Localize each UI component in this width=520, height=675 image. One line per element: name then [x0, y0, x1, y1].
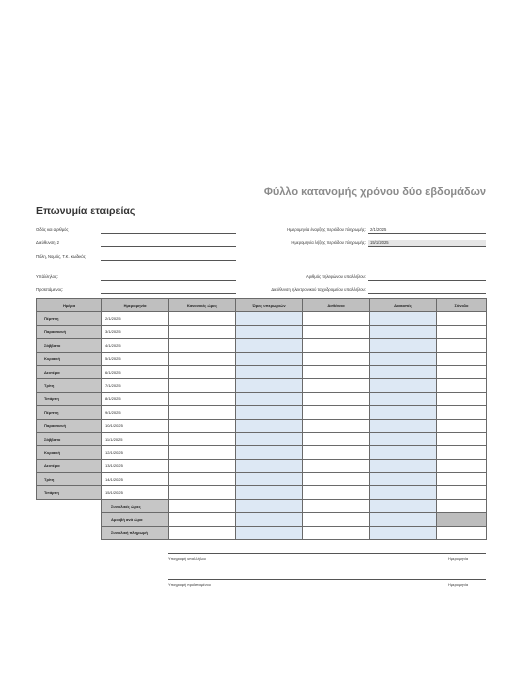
regular-hours-cell[interactable] — [169, 419, 236, 432]
employee-phone-label: Αριθμός τηλεφώνου υπαλλήλου: — [305, 274, 366, 279]
vacation-cell[interactable] — [370, 312, 437, 325]
supervisor-signature-label: Υπογραφή προϊσταμένου — [168, 583, 211, 587]
date-cell: 7/1/2025 — [102, 379, 169, 392]
total-cell — [437, 446, 487, 459]
day-cell: Παρασκευή — [37, 325, 102, 338]
summary-spacer — [37, 499, 102, 512]
company-name: Επωνυμία εταιρείας — [36, 205, 136, 217]
overtime-cell[interactable] — [236, 406, 303, 419]
sick-cell[interactable] — [303, 312, 370, 325]
regular-hours-cell[interactable] — [169, 312, 236, 325]
period-start-value: 2/1/2025 — [370, 227, 387, 232]
day-cell: Κυριακή — [37, 446, 102, 459]
table-row — [37, 419, 487, 432]
total-cell — [437, 379, 487, 392]
overtime-cell[interactable] — [236, 379, 303, 392]
day-cell: Πέμπτη — [37, 312, 102, 325]
table-row — [37, 486, 487, 499]
city-label: Πόλη, Νομός, Τ.Κ. κωδικός — [36, 254, 86, 259]
vacation-cell[interactable] — [370, 446, 437, 459]
sick-cell[interactable] — [303, 365, 370, 378]
pay-vacation-cell — [370, 526, 437, 539]
grand-total-hours-cell — [437, 499, 487, 512]
rate-vacation-cell[interactable] — [370, 513, 437, 526]
address-line-1-underline — [101, 233, 236, 234]
period-end-field[interactable] — [240, 237, 486, 247]
address-line-1-label: Οδός και αριθμός — [36, 227, 69, 232]
table-row — [37, 473, 487, 486]
sick-cell[interactable] — [303, 446, 370, 459]
vacation-cell[interactable] — [370, 325, 437, 338]
table-row — [37, 406, 487, 419]
vacation-cell[interactable] — [370, 379, 437, 392]
date-cell: 11/1/2025 — [102, 432, 169, 445]
total-cell — [437, 459, 487, 472]
employee-email-underline — [368, 293, 486, 294]
vacation-cell[interactable] — [370, 365, 437, 378]
day-cell: Τρίτη — [37, 473, 102, 486]
table-row — [37, 339, 487, 352]
table-row — [37, 325, 487, 338]
table-row — [37, 365, 487, 378]
employee-phone-underline — [368, 280, 486, 281]
period-end-label: Ημερομηνία λήξης περιόδου πληρωμής: — [291, 240, 366, 245]
sick-cell[interactable] — [303, 339, 370, 352]
overtime-cell[interactable] — [236, 473, 303, 486]
total-cell — [437, 486, 487, 499]
day-cell: Τρίτη — [37, 379, 102, 392]
overtime-cell[interactable] — [236, 312, 303, 325]
summary-label: Συνολικές ώρες — [102, 499, 169, 512]
regular-hours-cell[interactable] — [169, 473, 236, 486]
employee-email-label: Διεύθυνση ηλεκτρονικού ταχυδρομείου υπαλλήλου: — [271, 287, 366, 292]
pay-sick-cell — [303, 526, 370, 539]
table-row — [37, 446, 487, 459]
total-cell — [437, 473, 487, 486]
employee-label: Υπάλληλος: — [36, 274, 59, 279]
date-cell: 3/1/2025 — [102, 325, 169, 338]
regular-hours-cell[interactable] — [169, 325, 236, 338]
vacation-cell[interactable] — [370, 432, 437, 445]
day-cell: Κυριακή — [37, 352, 102, 365]
overtime-cell[interactable] — [236, 459, 303, 472]
supervisor-signature-date-label: Ημερομηνία — [448, 583, 469, 587]
date-cell: 12/1/2025 — [102, 446, 169, 459]
rate-regular-cell[interactable] — [169, 513, 236, 526]
period-end-value: 15/1/2025 — [370, 240, 389, 245]
employee-underline — [101, 280, 236, 281]
regular-hours-cell[interactable] — [169, 365, 236, 378]
table-row — [37, 352, 487, 365]
header-vacation: Διακοπές — [370, 299, 437, 312]
rate-sick-cell[interactable] — [303, 513, 370, 526]
regular-hours-cell[interactable] — [169, 392, 236, 405]
table-row — [37, 459, 487, 472]
table-row — [37, 432, 487, 445]
date-cell: 9/1/2025 — [102, 406, 169, 419]
header-day: Ημέρα — [37, 299, 102, 312]
total-overtime-cell — [236, 499, 303, 512]
summary-row-hourly-rate — [37, 513, 487, 526]
total-cell — [437, 365, 487, 378]
total-cell — [437, 432, 487, 445]
day-cell: Δευτέρα — [37, 365, 102, 378]
total-vacation-cell — [370, 499, 437, 512]
pay-total-cell — [437, 526, 487, 539]
supervisor-signature-line — [168, 579, 486, 580]
summary-row-total-hours — [37, 499, 487, 512]
employee-phone-field[interactable] — [240, 271, 486, 281]
day-cell: Δευτέρα — [37, 459, 102, 472]
employee-field[interactable] — [36, 271, 236, 281]
regular-hours-cell[interactable] — [169, 459, 236, 472]
regular-hours-cell[interactable] — [169, 486, 236, 499]
sick-cell[interactable] — [303, 325, 370, 338]
total-cell — [437, 352, 487, 365]
header-date: Ημερομηνία — [102, 299, 169, 312]
vacation-cell[interactable] — [370, 459, 437, 472]
sick-cell[interactable] — [303, 419, 370, 432]
total-regular-hours-cell — [169, 499, 236, 512]
total-cell — [437, 325, 487, 338]
address-line-1-field[interactable] — [36, 224, 236, 234]
overtime-cell[interactable] — [236, 352, 303, 365]
date-cell: 14/1/2025 — [102, 473, 169, 486]
overtime-cell[interactable] — [236, 432, 303, 445]
overtime-cell[interactable] — [236, 339, 303, 352]
overtime-cell[interactable] — [236, 392, 303, 405]
day-cell: Παρασκευή — [37, 419, 102, 432]
total-cell — [437, 312, 487, 325]
day-cell: Σάββατο — [37, 432, 102, 445]
date-cell: 4/1/2025 — [102, 339, 169, 352]
date-cell: 10/1/2025 — [102, 419, 169, 432]
summary-label: Αμοιβή ανά ώρα — [102, 513, 169, 526]
overtime-cell[interactable] — [236, 365, 303, 378]
regular-hours-cell[interactable] — [169, 352, 236, 365]
total-cell — [437, 406, 487, 419]
total-sick-cell — [303, 499, 370, 512]
address-line-2-label: Διεύθυνση 2 — [36, 240, 60, 245]
sick-cell[interactable] — [303, 406, 370, 419]
employee-signature-line — [168, 553, 486, 554]
table-header-row — [37, 299, 487, 312]
overtime-cell[interactable] — [236, 419, 303, 432]
header-total: Σύνολο — [437, 299, 487, 312]
period-start-field[interactable] — [240, 224, 486, 234]
day-cell: Πέμπτη — [37, 406, 102, 419]
table-row — [37, 312, 487, 325]
supervisor-label: Προϊστάμενος: — [36, 287, 64, 292]
day-cell: Τετάρτη — [37, 392, 102, 405]
sick-cell[interactable] — [303, 486, 370, 499]
period-start-underline — [368, 233, 486, 234]
date-cell: 8/1/2025 — [102, 392, 169, 405]
rate-total-cell — [437, 513, 487, 526]
summary-row-total-pay — [37, 526, 487, 539]
day-cell: Σάββατο — [37, 339, 102, 352]
day-cell: Τετάρτη — [37, 486, 102, 499]
summary-spacer — [37, 513, 102, 526]
total-cell — [437, 339, 487, 352]
header-sick: Ασθένεια — [303, 299, 370, 312]
regular-hours-cell[interactable] — [169, 432, 236, 445]
summary-label: Συνολική πληρωμή — [102, 526, 169, 539]
employee-email-field[interactable] — [240, 284, 486, 294]
date-cell: 6/1/2025 — [102, 365, 169, 378]
date-cell: 13/1/2025 — [102, 459, 169, 472]
overtime-cell[interactable] — [236, 486, 303, 499]
table-row — [37, 392, 487, 405]
regular-hours-cell[interactable] — [169, 379, 236, 392]
document-title: Φύλλο κατανομής χρόνου δύο εβδομάδων — [263, 186, 486, 198]
vacation-cell[interactable] — [370, 339, 437, 352]
vacation-cell[interactable] — [370, 392, 437, 405]
address-line-2-field[interactable] — [36, 237, 236, 247]
table-row — [37, 379, 487, 392]
date-cell: 15/1/2025 — [102, 486, 169, 499]
timesheet-table — [36, 298, 487, 540]
sick-cell[interactable] — [303, 392, 370, 405]
city-underline — [101, 260, 236, 261]
pay-regular-cell — [169, 526, 236, 539]
regular-hours-cell[interactable] — [169, 446, 236, 459]
city-field[interactable] — [36, 251, 236, 261]
period-start-label: Ημερομηνία έναρξης περιόδου πληρωμής: — [287, 227, 366, 232]
total-cell — [437, 419, 487, 432]
sick-cell[interactable] — [303, 352, 370, 365]
regular-hours-cell[interactable] — [169, 406, 236, 419]
overtime-cell[interactable] — [236, 446, 303, 459]
vacation-cell[interactable] — [370, 352, 437, 365]
employee-signature-label: Υπογραφή υπαλλήλου — [168, 557, 206, 561]
rate-overtime-cell[interactable] — [236, 513, 303, 526]
overtime-cell[interactable] — [236, 325, 303, 338]
header-regular-hours: Κανονικές ώρες — [169, 299, 236, 312]
sick-cell[interactable] — [303, 473, 370, 486]
employee-signature-date-label: Ημερομηνία — [448, 557, 469, 561]
vacation-cell[interactable] — [370, 473, 437, 486]
date-cell: 5/1/2025 — [102, 352, 169, 365]
address-line-2-underline — [101, 246, 236, 247]
pay-overtime-cell — [236, 526, 303, 539]
vacation-cell[interactable] — [370, 419, 437, 432]
date-cell: 2/1/2025 — [102, 312, 169, 325]
summary-spacer — [37, 526, 102, 539]
total-cell — [437, 392, 487, 405]
sick-cell[interactable] — [303, 379, 370, 392]
vacation-cell[interactable] — [370, 406, 437, 419]
vacation-cell[interactable] — [370, 486, 437, 499]
supervisor-underline — [101, 293, 236, 294]
supervisor-field[interactable] — [36, 284, 236, 294]
sick-cell[interactable] — [303, 432, 370, 445]
header-overtime: Ώρες υπερωριών — [236, 299, 303, 312]
sick-cell[interactable] — [303, 459, 370, 472]
regular-hours-cell[interactable] — [169, 339, 236, 352]
